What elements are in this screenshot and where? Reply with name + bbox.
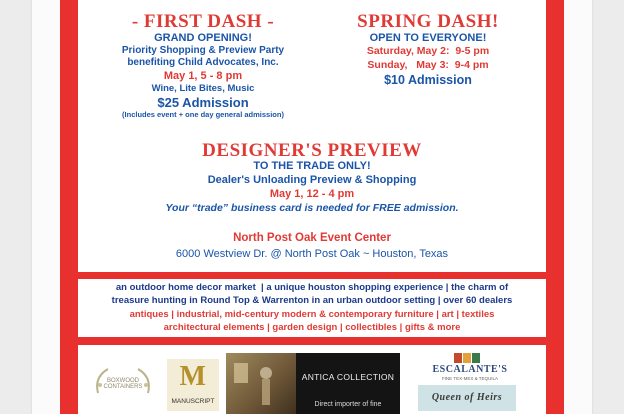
first-dash-extras: Wine, Lite Bites, Music (151, 83, 255, 94)
designers-preview-line2: Dealer's Unloading Preview & Shopping (207, 174, 417, 186)
first-dash-date: May 1, 5 - 8 pm (163, 70, 243, 82)
description-line4: architectural elements | garden design | collectibles | gifts & more (163, 322, 461, 333)
first-dash-title: - FIRST DASH - (131, 11, 275, 32)
designers-preview-date: May 1, 12 - 4 pm (269, 188, 355, 200)
first-dash-admission: $25 Admission (157, 95, 249, 110)
venue-address: 6000 Westview Dr. @ North Post Oak ~ Houston, Texas (175, 248, 449, 260)
statue-icon (226, 353, 296, 414)
escalantes-label: ESCALANTE'S (432, 364, 508, 375)
first-dash-line1: GRAND OPENING! (154, 32, 252, 44)
first-dash-line3: benefiting Child Advocates, Inc. (127, 57, 279, 68)
events-panel (78, 0, 546, 272)
antica-label: ANTICA COLLECTION (301, 372, 395, 382)
queen-of-heirs-logo[interactable] (418, 385, 516, 411)
spring-dash-line1: OPEN TO EVERYONE! (369, 32, 487, 44)
first-dash-line2: Priority Shopping & Preview Party (121, 45, 285, 56)
description-line3: antiques | industrial, mid-century modern & contemporary furniture | art | textiles (129, 309, 495, 320)
escalantes-sub: FINE TEX-MEX & TEQUILA (441, 376, 499, 381)
sponsors-panel (78, 345, 546, 414)
manuscript-m-icon: M (179, 361, 207, 392)
manuscript-label: MANUSCRIPT (171, 398, 215, 405)
spring-dash-sunday: Sunday, May 3: 9-4 pm (367, 59, 489, 71)
description-line2: treasure hunting in Round Top & Warrenton in an urban outdoor setting | over 60 dealers (111, 295, 513, 306)
designers-preview-line1: TO THE TRADE ONLY! (253, 160, 371, 172)
decor-photo (226, 353, 296, 414)
boxwood-logo[interactable] (92, 363, 154, 403)
escalantes-emblem-icon (430, 351, 510, 365)
queen-label: Queen of Heirs (431, 392, 503, 403)
spring-dash-saturday: Saturday, May 2: 9-5 pm (366, 45, 490, 57)
first-dash-note: (Includes event + one day general admission) (122, 110, 284, 119)
escalantes-logo[interactable] (430, 351, 510, 383)
description-panel (78, 279, 546, 337)
spring-dash-admission: $10 Admission (384, 73, 472, 87)
antica-collection-logo[interactable] (296, 353, 400, 414)
venue-name: North Post Oak Event Center (233, 232, 391, 244)
boxwood-label: BOXWOOD CONTAINERS (103, 378, 143, 390)
designers-preview-title: DESIGNER'S PREVIEW (202, 140, 422, 161)
spring-dash-title: SPRING DASH! (357, 11, 499, 32)
designers-preview-note: Your “trade” business card is needed for FREE admission. (165, 202, 459, 214)
manuscript-logo[interactable] (167, 359, 219, 411)
antica-sub: Direct importer of fine (314, 401, 382, 408)
description-line1: an outdoor home decor market | a unique houston shopping experience | the charm of (115, 282, 509, 293)
